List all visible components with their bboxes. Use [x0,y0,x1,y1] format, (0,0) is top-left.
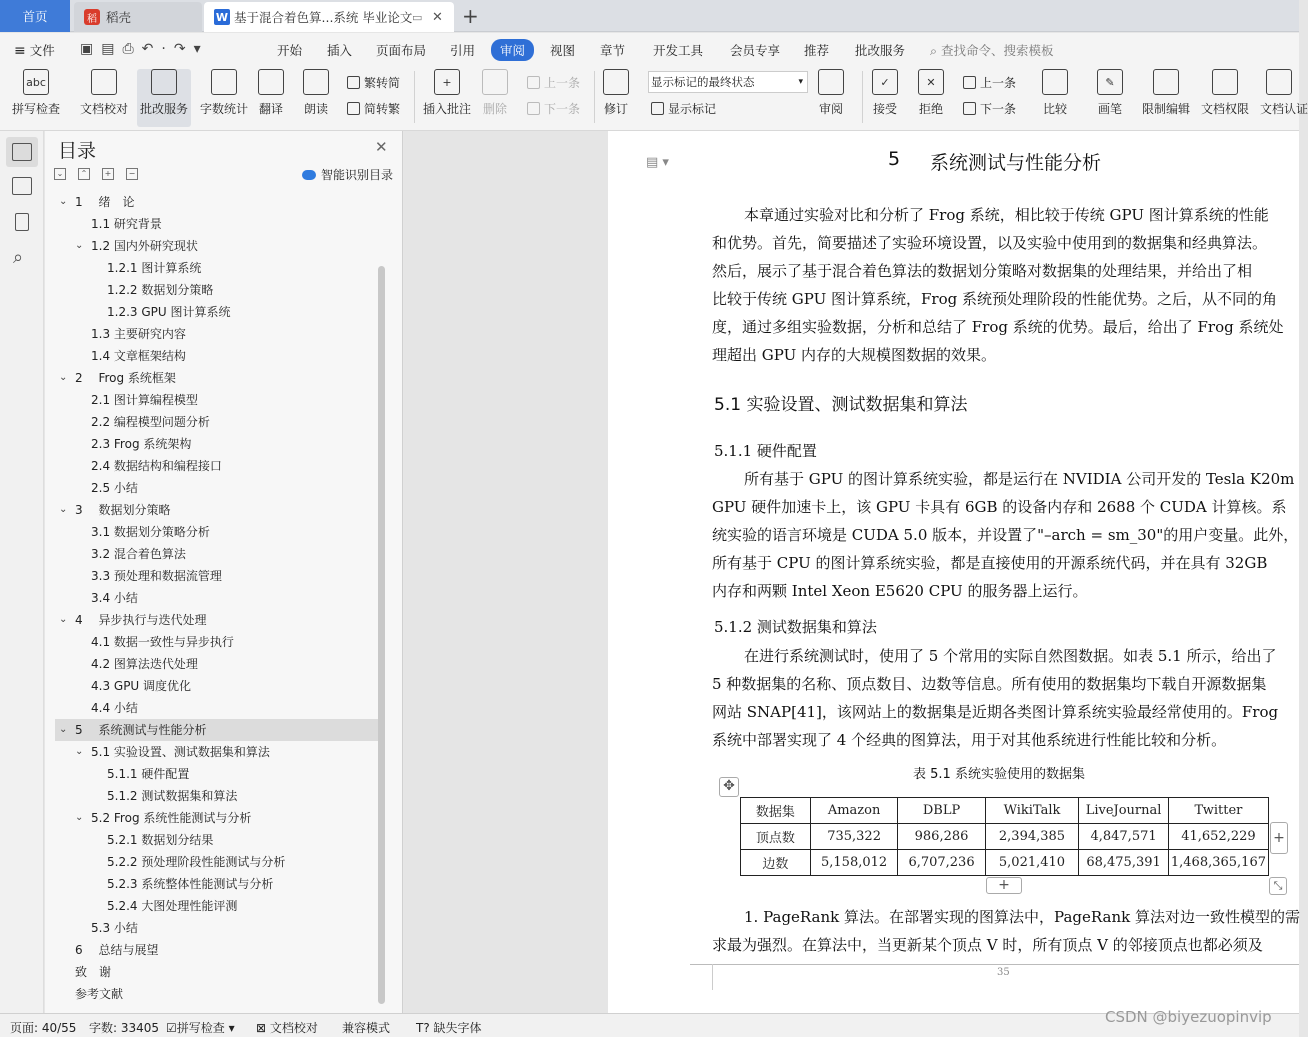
prev-comment-icon [527,76,540,89]
trad-to-simp-button[interactable] [347,74,400,91]
translate-label: 翻译 [258,102,283,116]
simp-to-trad-button[interactable] [347,100,400,117]
ribbon-divider [594,71,595,123]
doc-cert-label: 文档认证 [1260,102,1308,116]
toc-item-label: 2.3 Frog 系统架构 [91,437,192,451]
ribbon [0,65,1308,131]
toc-item-label: 1.1 研究背景 [91,217,162,231]
menu-correction[interactable]: 批改服务 [855,43,906,58]
toc-item[interactable] [55,235,378,257]
chevron-down-icon[interactable]: ⌄ [59,504,68,515]
paragraph-line: 内存和两颗 Intel Xeon E5620 CPU 的服务器上运行。 [712,582,1088,600]
prev-comment-label: 上一条 [544,76,581,90]
add-column-icon[interactable]: + [1270,822,1288,854]
toc-item-label: 1.2.1 图计算系统 [107,261,202,275]
menu-view[interactable]: 视图 [550,43,576,58]
ribbon-divider [414,71,415,123]
correction-icon [151,69,177,95]
chevron-down-icon[interactable]: ⌄ [75,746,84,757]
paragraph-line: 比较于传统 GPU 图计算系统，Frog 系统预处理阶段的性能优势。之后，从不同的角 [712,290,1277,308]
ribbon-divider [862,71,863,123]
toc-item[interactable] [55,257,378,279]
menu-member[interactable]: 会员专享 [730,43,781,58]
toc-item-label: 2.5 小结 [91,481,138,495]
markup-state-select[interactable] [648,71,808,93]
menu-recommend[interactable]: 推荐 [804,43,830,58]
toc-item[interactable] [55,191,378,213]
tab-bar [0,0,1299,32]
doc-permission-button[interactable] [1201,69,1249,117]
tab-document[interactable] [204,2,454,32]
tab-daoke-label: 稻壳 [106,10,132,25]
smart-toc-label: 智能识别目录 [321,168,394,182]
translate-button[interactable] [258,69,284,117]
paragraph-line: 5 种数据集的名称、顶点数目、边数等信息。所有使用的数据集均下载自开源数据集 [712,675,1267,693]
certificate-icon [1266,69,1292,95]
command-search[interactable] [930,41,1054,59]
restrict-edit-button[interactable] [1142,69,1190,117]
spell-check-label: 拼写检查 [12,102,61,116]
review-pane-label: 审阅 [818,102,843,116]
doc-permission-label: 文档权限 [1201,102,1250,116]
toc-item-label: 2.2 编程模型问题分析 [91,415,210,429]
show-markup-label: 显示标记 [668,102,717,116]
status-proof-label: 文档校对 [269,1021,318,1035]
toc-item[interactable] [55,961,378,983]
show-markup-icon [651,102,664,115]
chevron-down-icon[interactable]: ⌄ [59,614,68,625]
toc-item[interactable] [55,983,378,1005]
chevron-down-icon[interactable]: ⌄ [59,724,68,735]
tab-home[interactable] [0,0,70,32]
table-cell[interactable]: 4,847,571 [1079,824,1169,850]
reject-button[interactable] [918,69,944,117]
toc-item[interactable] [55,807,378,829]
toc-item-label: 2.4 数据结构和编程接口 [91,459,222,473]
bookmark-icon[interactable] [15,213,29,231]
paragraph-line: 网站 SNAP[41]，该网站上的数据集是近期各类图计算系统实验最经常使用的。Frog [712,703,1279,721]
toc-item[interactable] [55,521,378,543]
page-layout-icon[interactable]: ▤ ▾ [646,155,669,170]
proofread-small-icon: ⊠ [256,1021,267,1035]
table-cell[interactable]: 986,286 [898,824,985,850]
insert-comment-button[interactable] [423,69,471,117]
comment-icon: + [434,69,460,95]
status-spell-label: 拼写检查 [176,1021,225,1035]
toc-item[interactable] [55,345,378,367]
page-bottom-line [690,964,1299,965]
correction-label: 批改服务 [140,102,189,116]
menu-layout[interactable]: 页面布局 [376,43,427,58]
next-change-label: 下一条 [980,102,1017,116]
toc-item-label: 5.1.1 硬件配置 [107,767,190,781]
spell-check-button[interactable] [12,69,60,117]
review-pane-button[interactable] [818,69,844,117]
read-aloud-label: 朗读 [303,102,328,116]
section-heading-5-1: 5.1 实验设置、测试数据集和算法 [714,395,968,415]
menu-bar [0,33,1299,65]
next-change-icon [963,102,976,115]
table-row [741,824,1269,850]
toc-item[interactable] [55,587,378,609]
tab-home-label: 首页 [22,9,48,24]
paragraph-line: 1. PageRank 算法。在部署实现的图算法中，PageRank 算法对边一致性模型的需 [744,908,1300,926]
toc-item-label: 1.4 文章框架结构 [91,349,186,363]
table-move-icon[interactable]: ✥ [719,777,739,797]
word-count-icon [211,69,237,95]
paragraph-line: 系统中部署实现了 4 个经典的图算法，用于对其他系统进行性能比较和分析。 [712,731,1227,749]
table-header-cell[interactable]: 数据集 [741,798,811,824]
paragraph-line: 统实验的语言环境是 CUDA 5.0 版本，并设置了"–arch = sm_30"的用户变量。此外， [712,526,1299,544]
toc-panel-icon[interactable] [12,143,32,161]
paragraph-line: 求最为强烈。在算法中，当更新某个顶点 V 时，所有顶点 V 的邻接顶点也都必须及 [712,936,1263,954]
toc-panel [45,131,403,1013]
reject-label: 拒绝 [918,102,943,116]
delete-comment-button[interactable] [482,69,508,117]
prev-change-label: 上一条 [980,76,1017,90]
pen-button[interactable] [1097,69,1123,117]
table-cell[interactable]: 6,707,236 [898,850,985,876]
delete-comment-label: 删除 [482,102,507,116]
chevron-down-icon[interactable]: ⌄ [75,240,84,251]
paragraph-line: GPU 硬件加速卡上，该 GPU 卡具有 6GB 的设备内存和 2688 个 CUDA 计算核。系 [712,498,1287,516]
toc-item[interactable] [55,389,378,411]
compare-label: 比较 [1042,102,1067,116]
toc-item-label: 1.2 国内外研究现状 [91,239,198,253]
collapse-all-icon[interactable]: ⌄ [54,168,66,180]
toc-item[interactable] [55,763,378,785]
chapter-title: 系统测试与性能分析 [930,152,1102,174]
toc-item[interactable] [55,543,378,565]
toc-item[interactable] [55,323,378,345]
toc-item-label: 1.2.2 数据划分策略 [107,283,214,297]
toc-item-label: 3 数据划分策略 [75,503,171,517]
accept-icon: ✓ [872,69,898,95]
table-cell[interactable]: 2,394,385 [985,824,1079,850]
trad-simp-label: 繁转简 [364,76,401,90]
toc-item[interactable] [55,631,378,653]
toc-item-label: 5.1 实验设置、测试数据集和算法 [91,745,270,759]
status-proofread[interactable] [256,1019,318,1036]
table-cell[interactable]: 1,468,365,167 [1168,850,1268,876]
left-sidebar [0,131,44,1013]
table-resize-icon[interactable]: ⤡ [1269,877,1287,895]
table-cell[interactable]: 5,158,012 [810,850,897,876]
toc-item[interactable] [55,895,378,917]
markup-state-value: 显示标记的最终状态 [651,75,755,89]
toc-item[interactable] [55,499,378,521]
toc-item[interactable] [55,939,378,961]
table-cell[interactable]: 5,021,410 [985,850,1079,876]
restrict-edit-label: 限制编辑 [1142,102,1191,116]
toc-item-label: 参考文献 [75,987,124,1001]
accept-button[interactable] [872,69,898,117]
close-tab-icon[interactable]: ✕ [432,9,443,25]
show-markup-button[interactable] [651,100,716,117]
tab-daoke[interactable] [74,2,202,32]
new-tab-icon[interactable]: + [462,4,479,28]
toc-title: 目录 [58,140,97,162]
table-cell[interactable]: 68,475,391 [1079,850,1169,876]
toc-item[interactable] [55,675,378,697]
toc-item[interactable] [55,301,378,323]
proofread-button[interactable] [80,69,128,117]
expand-up-icon[interactable]: ⌃ [78,168,90,180]
toc-item-label: 4.4 小结 [91,701,138,715]
toc-item-label: 4 异步执行与迭代处理 [75,613,207,627]
review-pane-icon [818,69,844,95]
status-spell-check[interactable]: ☑拼写检查 ▾ [166,1021,235,1035]
toc-item-label: 4.2 图算法迭代处理 [91,657,198,671]
menu-reference[interactable]: 引用 [450,43,476,58]
paragraph-line: 度，通过多组实验数据，分析和总结了 Frog 系统的优势。最后，给出了 Frog 系统处 [712,318,1284,336]
toc-item-label: 1 绪 论 [75,195,135,209]
toc-item-label: 3.4 小结 [91,591,138,605]
toc-item[interactable] [55,697,378,719]
word-count-button[interactable] [200,69,248,117]
toc-item-label: 3.2 混合着色算法 [91,547,186,561]
toc-item-label: 5 系统测试与性能分析 [75,723,207,737]
compare-button[interactable] [1042,69,1068,117]
quick-access-icons[interactable]: ▣▤⎙↶·↷▾ [80,41,209,57]
toc-item-label: 5.2.1 数据划分结果 [107,833,214,847]
menu-review[interactable]: 审阅 [491,39,534,61]
checkbox-icon: ☑ [166,1021,177,1035]
table-cell[interactable]: 边数 [741,850,811,876]
toc-item[interactable] [55,785,378,807]
chevron-down-icon[interactable]: ⌄ [75,812,84,823]
proofread-icon [91,69,117,95]
paragraph-line: 理超出 GPU 内存的大规模图数据的效果。 [712,346,996,364]
menu-start[interactable]: 开始 [277,43,303,58]
file-menu[interactable] [14,41,55,59]
file-label: 文件 [29,43,55,58]
dataset-table[interactable] [740,797,1269,876]
paragraph-line: 和优势。首先，简要描述了实验环境设置，以及实验中使用到的数据集和经典算法。 [712,234,1268,252]
toc-item[interactable] [55,279,378,301]
prev-change-icon [963,76,976,89]
toc-item-label: 3.3 预处理和数据流管理 [91,569,222,583]
font-warning-icon: T? [416,1021,430,1035]
toc-item-label: 6 总结与展望 [75,943,159,957]
compat-mode[interactable]: 兼容模式 [342,1021,391,1035]
monitor-icon[interactable]: ▭ [412,10,423,24]
toc-item-label: 1.3 主要研究内容 [91,327,186,341]
next-comment-label: 下一条 [544,102,581,116]
toc-item[interactable] [55,741,378,763]
toc-item[interactable] [55,719,378,741]
toc-item[interactable] [55,433,378,455]
pen-icon: ✎ [1097,69,1123,95]
lock-icon [1153,69,1179,95]
dropdown-arrow-icon: ▾ [798,77,803,87]
outline-icon[interactable] [12,177,32,195]
reject-icon: ✕ [918,69,944,95]
page-number: 35 [997,967,1010,978]
command-search-label: 查找命令、搜索模板 [941,43,1054,58]
toc-item-label: 5.2 Frog 系统性能测试与分析 [91,811,252,825]
toc-item[interactable] [55,477,378,499]
read-aloud-button[interactable] [303,69,329,117]
delete-comment-icon [482,69,508,95]
table-header-cell[interactable]: Twitter [1168,798,1268,824]
paragraph-line: 本章通过实验对比和分析了 Frog 系统，相比较于传统 GPU 图计算系统的性能 [744,206,1269,224]
toc-item-label: 5.2.2 预处理阶段性能测试与分析 [107,855,286,869]
word-count-indicator[interactable]: 字数: 33405 [89,1021,160,1035]
missing-font-label: 缺失字体 [433,1021,482,1035]
table-header-cell[interactable]: LiveJournal [1079,798,1169,824]
paragraph-line: 所有基于 CPU 的图计算系统实验，都是直接使用的开源系统代码，并在具有 32GB [712,554,1268,572]
smart-toc-icon [302,170,316,180]
subsection-heading-5-1-1: 5.1.1 硬件配置 [714,442,817,460]
toc-item-label: 4.3 GPU 调度优化 [91,679,192,693]
toc-scrollbar[interactable] [378,266,385,1004]
next-comment-icon [527,102,540,115]
margin-marker [712,964,713,990]
simp-trad-label: 简转繁 [364,102,401,116]
table-header-cell[interactable]: WikiTalk [985,798,1079,824]
toc-item-label: 5.3 小结 [91,921,138,935]
close-icon[interactable]: ✕ [375,138,388,156]
toc-item-label: 5.2.3 系统整体性能测试与分析 [107,877,274,891]
toc-item-label: 3.1 数据划分策略分析 [91,525,210,539]
insert-comment-label: 插入批注 [423,102,472,116]
proofread-label: 文档校对 [80,102,129,116]
missing-font[interactable] [416,1019,482,1036]
compare-icon [1042,69,1068,95]
paragraph-line: 然后，展示了基于混合着色算法的数据划分策略对数据集的处理结果，并给出了相 [712,262,1253,280]
toc-item-label: 1.2.3 GPU 图计算系统 [107,305,231,319]
read-aloud-icon [303,69,329,95]
smart-toc-button[interactable] [302,166,393,183]
table-cell[interactable]: 41,652,229 [1168,824,1268,850]
toc-item[interactable] [55,851,378,873]
menu-insert[interactable]: 插入 [327,43,353,58]
table-row [741,798,1269,824]
writer-icon: W [215,10,229,24]
next-change-button[interactable] [963,100,1016,117]
toc-item[interactable] [55,213,378,235]
doc-cert-button[interactable] [1260,69,1308,117]
toc-item-label: 4.1 数据一致性与异步执行 [91,635,234,649]
translate-icon [258,69,284,95]
hamburger-icon: ≡ [14,43,26,59]
correction-service-button[interactable] [137,69,191,127]
toc-item[interactable] [55,829,378,851]
chevron-down-icon[interactable]: ⌄ [59,372,68,383]
paragraph-line: 所有基于 GPU 的图计算系统实验，都是运行在 NVIDIA 公司开发的 Tesla K20m [744,470,1295,488]
accept-label: 接受 [872,102,897,116]
daoke-icon: 稻 [84,9,100,25]
page-indicator[interactable]: 页面: 40/55 [10,1021,77,1035]
toc-item-label: 2 Frog 系统框架 [75,371,176,385]
permission-icon [1212,69,1238,95]
table-header-cell[interactable]: DBLP [898,798,985,824]
paragraph-line: 在进行系统测试时，使用了 5 个常用的实际自然图数据。如表 5.1 所示，给出了 [744,647,1277,665]
search-icon[interactable]: ⌕ [13,247,24,268]
remove-item-icon[interactable]: − [126,168,138,180]
toc-item[interactable] [55,609,378,631]
trad-simp-icon [347,76,360,89]
watermark: CSDN @biyezuopinvip [1105,1008,1272,1026]
table-cell[interactable]: 735,322 [810,824,897,850]
toc-item-label: 5.2.4 大图处理性能评测 [107,899,238,913]
menu-devtools[interactable]: 开发工具 [653,43,704,58]
simp-trad-icon [347,102,360,115]
next-comment-button[interactable] [527,100,580,117]
toc-item-label: 2.1 图计算编程模型 [91,393,198,407]
toc-item[interactable] [55,455,378,477]
menu-chapter[interactable]: 章节 [600,43,626,58]
revise-button[interactable] [603,69,629,117]
subsection-heading-5-1-2: 5.1.2 测试数据集和算法 [714,618,877,636]
table-caption: 表 5.1 系统实验使用的数据集 [913,767,1085,782]
add-row-icon[interactable]: + [986,877,1022,894]
search-icon: ⌕ [930,43,938,58]
toc-item-label: 致 谢 [75,965,112,979]
toc-item[interactable] [55,565,378,587]
toc-item[interactable] [55,411,378,433]
prev-comment-button[interactable] [527,74,580,91]
add-item-icon[interactable]: + [102,168,114,180]
pen-label: 画笔 [1097,102,1122,116]
revise-icon [603,69,629,95]
toc-item[interactable] [55,873,378,895]
spell-check-icon: abc [23,69,49,95]
table-row [741,850,1269,876]
toc-item[interactable] [55,367,378,389]
toc-item[interactable] [55,653,378,675]
table-header-cell[interactable]: Amazon [810,798,897,824]
table-cell[interactable]: 顶点数 [741,824,811,850]
chapter-number: 5 [888,148,901,170]
chevron-down-icon[interactable]: ⌄ [59,196,68,207]
toc-item-label: 5.1.2 测试数据集和算法 [107,789,238,803]
word-count-label: 字数统计 [200,102,249,116]
tab-document-label: 基于混合着色算...系统 毕业论文 [234,10,413,25]
toc-item[interactable] [55,917,378,939]
prev-change-button[interactable] [963,74,1016,91]
revise-label: 修订 [603,102,628,116]
